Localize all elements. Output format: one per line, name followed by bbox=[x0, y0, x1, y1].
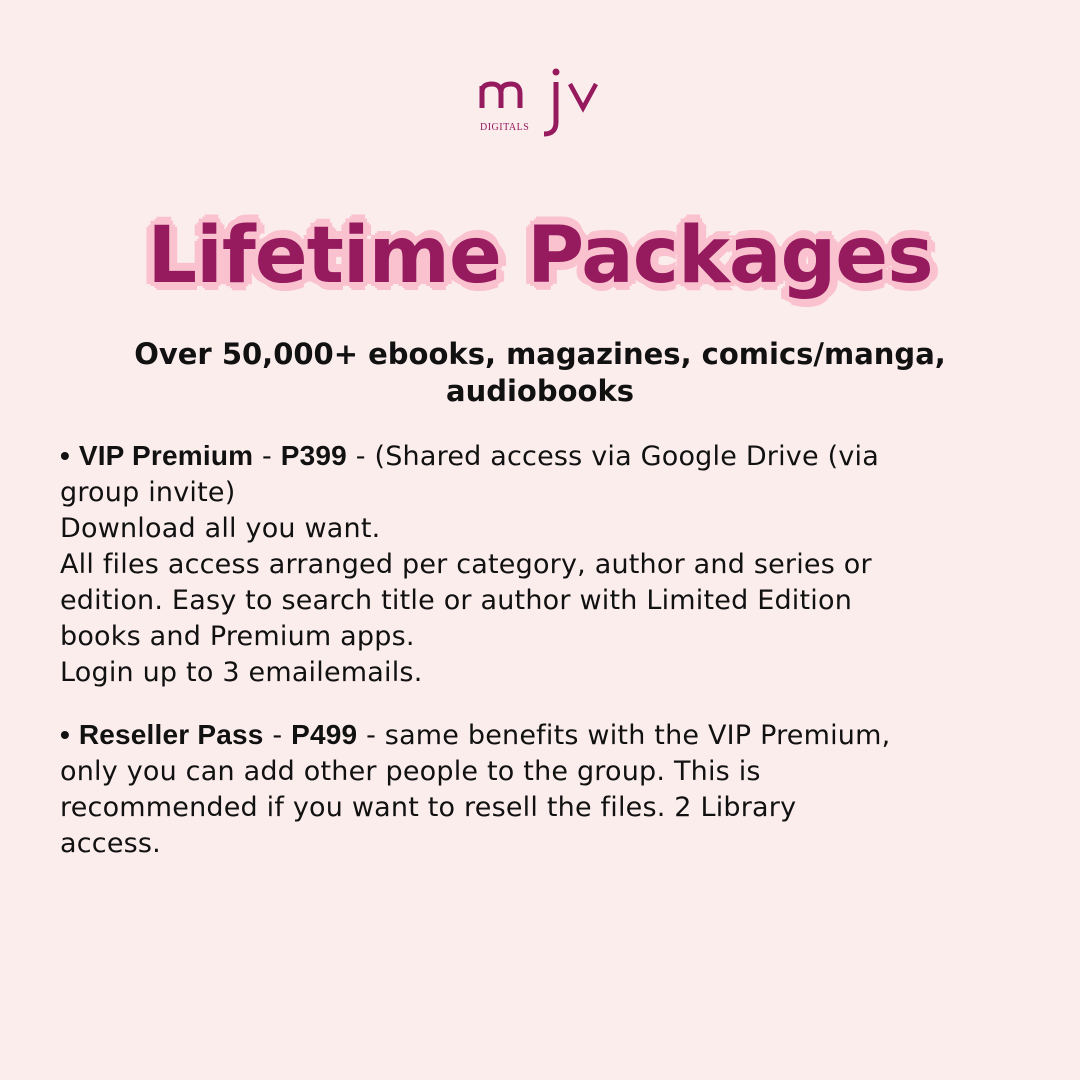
package-desc: (Shared access via Google Drive (via bbox=[374, 441, 879, 472]
logo-tagline: DIGITALS bbox=[480, 122, 530, 133]
package-name: VIP Premium bbox=[78, 440, 254, 471]
package-desc-line: access. bbox=[60, 828, 161, 859]
package-price: P399 bbox=[280, 440, 347, 471]
package-heading-line bbox=[60, 438, 1035, 475]
package-desc-line: All files access arranged per category, author and series or bbox=[60, 549, 872, 580]
package-reseller-pass bbox=[60, 717, 1035, 862]
package-list bbox=[60, 438, 1035, 888]
package-desc: same benefits with the VIP Premium, bbox=[384, 720, 891, 751]
separator: - bbox=[263, 720, 292, 751]
package-desc-line: Download all you want. bbox=[60, 513, 381, 544]
package-desc-line: group invite) bbox=[60, 477, 236, 508]
separator: - bbox=[253, 441, 281, 472]
separator: - bbox=[346, 441, 375, 472]
subtitle bbox=[60, 336, 1020, 410]
page-title: Lifetime Packages bbox=[147, 211, 933, 301]
package-heading-line bbox=[60, 717, 1035, 754]
package-vip-premium bbox=[60, 438, 1035, 691]
subtitle-line: Over 50,000+ ebooks, magazines, comics/manga, bbox=[134, 337, 946, 371]
bullet: • bbox=[60, 719, 71, 750]
brand-logo bbox=[470, 62, 620, 142]
bullet: • bbox=[60, 440, 71, 471]
package-name: Reseller Pass bbox=[78, 719, 264, 750]
package-desc-line: only you can add other people to the group. This is bbox=[60, 756, 761, 787]
package-desc-line: edition. Easy to search title or author with Limited Edition bbox=[60, 585, 853, 616]
package-price: P499 bbox=[291, 719, 358, 750]
package-desc-line: recommended if you want to resell the files. 2 Library bbox=[60, 792, 797, 823]
subtitle-line: audiobooks bbox=[446, 374, 634, 408]
package-desc-line: Login up to 3 emailemails. bbox=[60, 657, 423, 688]
package-desc-line: books and Premium apps. bbox=[60, 621, 415, 652]
separator: - bbox=[357, 720, 385, 751]
